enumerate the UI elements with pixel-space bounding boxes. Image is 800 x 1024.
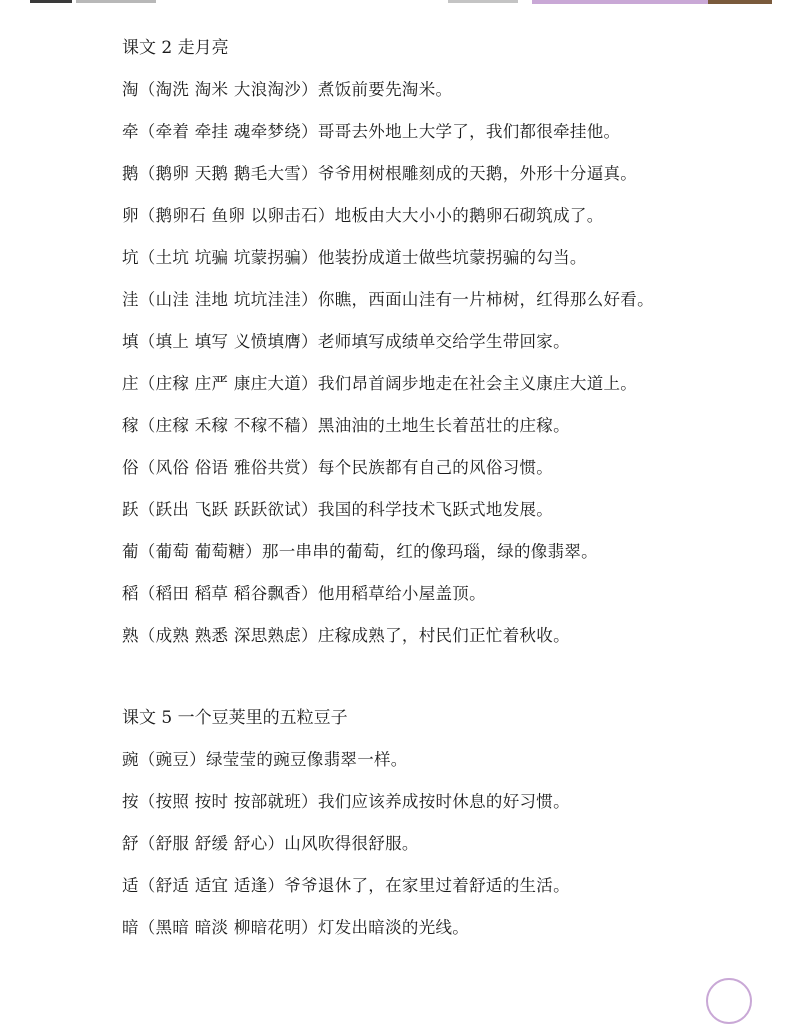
top-bar-segment-gray-middle [448, 0, 518, 3]
vocab-line: 鹅（鹅卵 天鹅 鹅毛大雪）爷爷用树根雕刻成的天鹅，外形十分逼真。 [122, 164, 638, 183]
top-bar-segment-purple [532, 0, 708, 4]
section-title: 课文 5 一个豆荚里的五粒豆子 [122, 708, 348, 728]
vocab-line: 淘（淘洗 淘米 大浪淘沙）煮饭前要先淘米。 [122, 80, 453, 99]
vocab-line: 暗（黑暗 暗淡 柳暗花明）灯发出暗淡的光线。 [122, 918, 470, 937]
top-decoration-bar [0, 0, 800, 6]
vocab-line: 牵（牵着 牵挂 魂牵梦绕）哥哥去外地上大学了，我们都很牵挂他。 [122, 122, 621, 141]
vocab-line: 跃（跃出 飞跃 跃跃欲试）我国的科学技术飞跃式地发展。 [122, 500, 554, 519]
vocab-line: 坑（土坑 坑骗 坑蒙拐骗）他装扮成道士做些坑蒙拐骗的勾当。 [122, 248, 587, 267]
top-bar-segment-brown [708, 0, 772, 4]
vocab-line: 舒（舒服 舒缓 舒心）山风吹得很舒服。 [122, 834, 419, 853]
vocab-line: 豌（豌豆）绿莹莹的豌豆像翡翠一样。 [122, 750, 408, 769]
vocab-line: 庄（庄稼 庄严 康庄大道）我们昂首阔步地走在社会主义康庄大道上。 [122, 374, 638, 393]
vocab-line: 稻（稻田 稻草 稻谷飘香）他用稻草给小屋盖顶。 [122, 584, 486, 603]
vocab-line: 适（舒适 适宜 适逢）爷爷退休了，在家里过着舒适的生活。 [122, 876, 570, 895]
vocab-line: 俗（风俗 俗语 雅俗共赏）每个民族都有自己的风俗习惯。 [122, 458, 554, 477]
top-bar-segment-dark [30, 0, 72, 3]
top-bar-segment-gray-left [76, 0, 156, 3]
vocab-line: 洼（山洼 洼地 坑坑洼洼）你瞧，西面山洼有一片柿树，红得那么好看。 [122, 290, 654, 309]
vocab-line: 葡（葡萄 葡萄糖）那一串串的葡萄，红的像玛瑙，绿的像翡翠。 [122, 542, 598, 561]
vocab-line: 熟（成熟 熟悉 深思熟虑）庄稼成熟了，村民们正忙着秋收。 [122, 626, 570, 645]
vocab-line: 卵（鹅卵石 鱼卵 以卵击石）地板由大大小小的鹅卵石砌筑成了。 [122, 206, 604, 225]
vocab-line: 稼（庄稼 禾稼 不稼不穑）黑油油的土地生长着茁壮的庄稼。 [122, 416, 570, 435]
page-corner-badge [706, 978, 752, 1024]
vocab-line: 按（按照 按时 按部就班）我们应该养成按时休息的好习惯。 [122, 792, 570, 811]
section-title: 课文 2 走月亮 [122, 38, 229, 58]
vocab-line: 填（填上 填写 义愤填膺）老师填写成绩单交给学生带回家。 [122, 332, 570, 351]
